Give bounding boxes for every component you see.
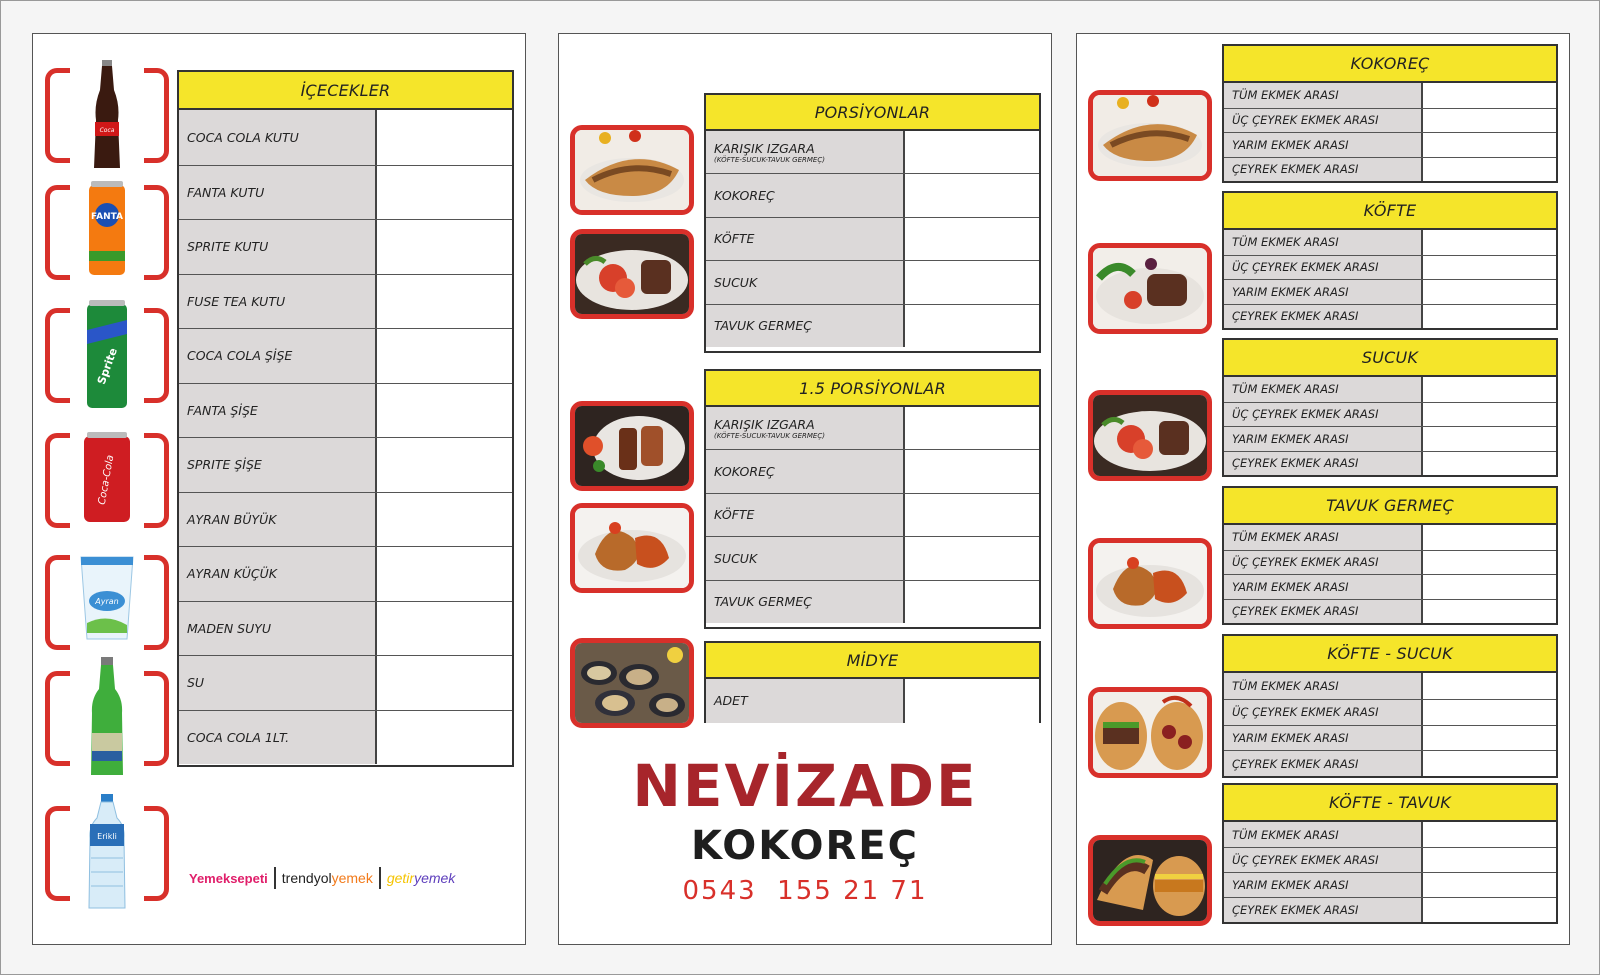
menu-row (1224, 847, 1556, 872)
svg-text:Ayran: Ayran (95, 597, 119, 606)
mixed-grill-photo (570, 401, 694, 491)
item-name: YARIM EKMEK ARASI (1232, 137, 1349, 152)
item-name: KÖFTE (714, 507, 755, 523)
menu-row (1224, 897, 1556, 922)
sandwich-rows (1224, 230, 1556, 328)
sprite-can-icon (85, 300, 129, 410)
item-name: YARIM EKMEK ARASI (1232, 431, 1349, 446)
kokorec-sandwich-photo (1088, 90, 1212, 181)
trendyol-logo-b: yemek (331, 870, 373, 886)
price-cell (905, 407, 1039, 449)
portions-table (704, 93, 1041, 353)
item-name: KOKOREÇ (714, 463, 775, 479)
item-name-cell (706, 581, 905, 624)
menu-row (1224, 157, 1556, 182)
sandwich-table (1222, 338, 1558, 477)
item-name: ÇEYREK EKMEK ARASI (1232, 309, 1359, 324)
menu-row (179, 601, 512, 656)
item-name: KOKOREÇ (714, 187, 775, 203)
item-name: AYRAN KÜÇÜK (187, 566, 277, 582)
price-cell (905, 450, 1039, 493)
menu-row (179, 165, 512, 220)
menu-row (179, 655, 512, 710)
price-cell (377, 711, 512, 765)
menu-row (1224, 83, 1556, 108)
svg-text:FANTA: FANTA (90, 212, 124, 222)
item-name: TÜM EKMEK ARASI (1232, 678, 1339, 693)
price-cell (1423, 83, 1556, 108)
portions-title: PORSİYONLAR (706, 95, 1039, 131)
price-cell (377, 656, 512, 710)
menu-row (1224, 255, 1556, 280)
menu-row (1224, 699, 1556, 725)
menu-row (1224, 451, 1556, 476)
coca-cola-bottle-icon (90, 60, 124, 170)
item-name-cell (1224, 83, 1423, 108)
price-cell (377, 547, 512, 601)
sprite-can-frame (45, 308, 169, 403)
sandwich-rows (1224, 525, 1556, 623)
item-name: KÖFTE (714, 231, 755, 247)
menu-row (1224, 402, 1556, 427)
menu-row (1224, 725, 1556, 751)
svg-text:Erikli: Erikli (97, 832, 117, 841)
item-name-cell (179, 438, 377, 492)
menu-row (1224, 426, 1556, 451)
item-name-cell (179, 275, 377, 329)
menu-row (1224, 872, 1556, 897)
sandwich-table (1222, 191, 1558, 330)
item-name: YARIM EKMEK ARASI (1232, 579, 1349, 594)
menu-row (706, 493, 1039, 537)
menu-row (179, 274, 512, 329)
menu-row (1224, 304, 1556, 329)
sandwich-table (1222, 634, 1558, 778)
price-cell (905, 581, 1039, 624)
sandwich-title: KÖFTE (1224, 193, 1556, 230)
price-cell (905, 218, 1039, 261)
sandwich-table (1222, 783, 1558, 924)
item-name-cell (1224, 377, 1423, 402)
menu-row (1224, 108, 1556, 133)
kofte-tavuk-sandwich-photo (1088, 835, 1212, 926)
menu-row (706, 173, 1039, 217)
item-name-cell (706, 450, 905, 493)
item-name-cell (179, 166, 377, 220)
item-name: ÇEYREK EKMEK ARASI (1232, 456, 1359, 471)
price-cell (377, 329, 512, 383)
item-subtitle: (KÖFTE-SUCUK-TAVUK GERMEÇ) (714, 155, 825, 164)
sandwich-rows (1224, 377, 1556, 475)
menu-row (179, 546, 512, 601)
item-name: COCA COLA 1LT. (187, 729, 290, 745)
item-name-cell (706, 131, 905, 173)
item-name: ÇEYREK EKMEK ARASI (1232, 756, 1359, 771)
item-name-cell (706, 537, 905, 580)
price-cell (905, 261, 1039, 304)
sandwich-title: SUCUK (1224, 340, 1556, 377)
item-name: ÇEYREK EKMEK ARASI (1232, 604, 1359, 619)
svg-text:Sprite: Sprite (94, 346, 121, 387)
price-cell (1423, 848, 1556, 872)
item-name-cell (1224, 403, 1423, 427)
item-name: SU (187, 675, 205, 691)
price-cell (377, 275, 512, 329)
mussels-table (704, 641, 1041, 723)
price-cell (1423, 427, 1556, 451)
item-name-cell (1224, 673, 1423, 699)
price-cell (1423, 230, 1556, 255)
mussels-photo (570, 638, 694, 728)
item-name-cell (179, 493, 377, 547)
menu-row (706, 260, 1039, 304)
menu-row (1224, 230, 1556, 255)
portions-rows (706, 131, 1039, 347)
item-name: COCA COLA KUTU (187, 129, 299, 145)
price-cell (1423, 575, 1556, 599)
item-name-cell (706, 261, 905, 304)
sandwich-table (1222, 486, 1558, 625)
drinks-title: İÇECEKLER (179, 72, 512, 110)
chicken-plate-photo (1088, 538, 1212, 629)
price-cell (1423, 452, 1556, 476)
water-bottle-frame (45, 806, 169, 901)
item-name-cell (179, 711, 377, 765)
price-cell (1423, 898, 1556, 922)
price-cell (905, 679, 1039, 723)
price-cell (905, 537, 1039, 580)
price-cell (1423, 305, 1556, 329)
item-name: KARIŞIK IZGARA (714, 140, 815, 156)
ayran-cup-frame (45, 555, 169, 650)
price-cell (377, 602, 512, 656)
price-cell (1423, 726, 1556, 751)
price-cell (377, 110, 512, 165)
price-cell (1423, 551, 1556, 575)
kofte-plate-photo (1088, 243, 1212, 334)
item-name-cell (706, 679, 905, 723)
delivery-logos (189, 866, 519, 890)
item-name: ÜÇ ÇEYREK EKMEK ARASI (1232, 407, 1379, 422)
item-name-cell (179, 329, 377, 383)
item-name-cell (1224, 158, 1423, 182)
item-name: YARIM EKMEK ARASI (1232, 878, 1349, 892)
item-name-cell (1224, 848, 1423, 872)
item-name: MADEN SUYU (187, 620, 272, 636)
item-name: SPRITE KUTU (187, 239, 269, 255)
price-cell (905, 131, 1039, 173)
item-name-cell (1224, 427, 1423, 451)
item-name: ÇEYREK EKMEK ARASI (1232, 162, 1359, 177)
item-name-cell (1224, 133, 1423, 157)
item-name: ÜÇ ÇEYREK EKMEK ARASI (1232, 113, 1379, 128)
logo-divider (274, 867, 276, 889)
portions15-rows (706, 407, 1039, 623)
item-name-cell (1224, 575, 1423, 599)
grill-plate-photo (570, 229, 694, 319)
item-name-cell (706, 174, 905, 217)
menu-row (179, 219, 512, 274)
menu-row (1224, 673, 1556, 699)
item-name-cell (1224, 230, 1423, 255)
getir-logo-a: getir (386, 870, 415, 886)
menu-row (179, 328, 512, 383)
portions15-title: 1.5 PORSİYONLAR (706, 371, 1039, 407)
fanta-can-icon (87, 181, 127, 279)
menu-row (706, 679, 1039, 723)
item-subtitle: (KÖFTE-SUCUK-TAVUK GERMEÇ) (714, 431, 825, 440)
sandwich-title: KÖFTE - SUCUK (1224, 636, 1556, 673)
mineral-water-bottle-frame (45, 671, 169, 766)
item-name-cell (706, 305, 905, 348)
item-name: FANTA ŞİŞE (187, 402, 258, 418)
item-name-cell (706, 218, 905, 261)
phone-number: 0543 155 21 71 (682, 876, 928, 906)
item-name-cell (1224, 525, 1423, 550)
item-name-cell (706, 494, 905, 537)
sandwich-rows (1224, 83, 1556, 181)
sandwich-table (1222, 44, 1558, 183)
coca-cola-can-frame (45, 433, 169, 528)
drinks-table (177, 70, 514, 767)
menu-row (1224, 599, 1556, 624)
item-name: TÜM EKMEK ARASI (1232, 530, 1339, 545)
fanta-can-frame (45, 185, 169, 280)
price-cell (905, 174, 1039, 217)
item-name: TAVUK GERMEÇ (714, 318, 812, 334)
item-name-cell (1224, 305, 1423, 329)
brand-sub: KOKOREÇ (691, 823, 919, 869)
price-cell (377, 220, 512, 274)
coca-cola-bottle-frame (45, 68, 169, 163)
item-name: YARIM EKMEK ARASI (1232, 284, 1349, 299)
item-name: FANTA KUTU (187, 184, 265, 200)
price-cell (377, 166, 512, 220)
menu-row (1224, 377, 1556, 402)
trendyol-logo-a: trendyol (281, 870, 332, 886)
item-name: FUSE TEA KUTU (187, 293, 286, 309)
svg-text:Coca-Cola: Coca-Cola (96, 454, 117, 506)
menu-row (1224, 574, 1556, 599)
price-cell (1423, 600, 1556, 624)
price-cell (1423, 256, 1556, 280)
item-name: ÜÇ ÇEYREK EKMEK ARASI (1232, 555, 1379, 570)
menu-row (1224, 822, 1556, 847)
item-name-cell (179, 110, 377, 165)
kofte-sucuk-sandwich-photo (1088, 687, 1212, 778)
item-name: KARIŞIK IZGARA (714, 416, 815, 432)
item-name-cell (179, 547, 377, 601)
price-cell (1423, 377, 1556, 402)
item-name-cell (1224, 280, 1423, 304)
menu-row (706, 407, 1039, 449)
item-name-cell (1224, 700, 1423, 725)
item-name-cell (179, 656, 377, 710)
menu-row (1224, 750, 1556, 776)
price-cell (1423, 158, 1556, 182)
price-cell (1423, 673, 1556, 699)
item-name-cell (1224, 551, 1423, 575)
price-cell (1423, 525, 1556, 550)
chicken-plate-photo (570, 503, 694, 593)
item-name: TÜM EKMEK ARASI (1232, 88, 1339, 103)
item-name: TÜM EKMEK ARASI (1232, 235, 1339, 250)
sucuk-plate-photo (1088, 390, 1212, 481)
sandwich-rows (1224, 673, 1556, 776)
menu-row (1224, 550, 1556, 575)
item-name-cell (1224, 873, 1423, 897)
price-cell (377, 384, 512, 438)
item-name-cell (179, 220, 377, 274)
menu-row (1224, 279, 1556, 304)
item-name: COCA COLA ŞİŞE (187, 348, 293, 364)
water-bottle-icon (87, 794, 127, 910)
drinks-rows (179, 110, 512, 764)
menu-row (706, 304, 1039, 348)
menu-row (706, 217, 1039, 261)
menu-row (706, 580, 1039, 624)
item-name: ÇEYREK EKMEK ARASI (1232, 903, 1359, 917)
sandwich-title: KOKOREÇ (1224, 46, 1556, 83)
sandwich-title: TAVUK GERMEÇ (1224, 488, 1556, 525)
menu-row (1224, 525, 1556, 550)
menu-row (179, 710, 512, 765)
kokorec-sandwich-photo (570, 125, 694, 215)
menu-row (1224, 132, 1556, 157)
item-name-cell (179, 602, 377, 656)
price-cell (1423, 700, 1556, 725)
menu-row (179, 383, 512, 438)
price-cell (905, 305, 1039, 348)
price-cell (1423, 133, 1556, 157)
sandwich-title: KÖFTE - TAVUK (1224, 785, 1556, 822)
item-name-cell (1224, 109, 1423, 133)
sandwich-rows (1224, 822, 1556, 922)
item-name: SUCUK (714, 274, 758, 290)
getir-logo-b: yemek (414, 870, 456, 886)
menu-row (179, 437, 512, 492)
item-name-cell (1224, 452, 1423, 476)
ayran-cup-icon (79, 553, 135, 643)
menu-row (706, 449, 1039, 493)
menu-row (179, 110, 512, 165)
portions15-table (704, 369, 1041, 629)
price-cell (377, 438, 512, 492)
mineral-water-bottle-icon (89, 657, 125, 777)
item-name: SPRITE ŞİŞE (187, 457, 262, 473)
item-name: ÜÇ ÇEYREK EKMEK ARASI (1232, 853, 1379, 867)
item-name-cell (1224, 751, 1423, 776)
item-name-cell (706, 407, 905, 449)
item-name: SUCUK (714, 550, 758, 566)
item-name: TÜM EKMEK ARASI (1232, 382, 1339, 397)
price-cell (1423, 403, 1556, 427)
mussels-rows (706, 679, 1039, 723)
item-name-cell (1224, 600, 1423, 624)
item-name: ÜÇ ÇEYREK EKMEK ARASI (1232, 705, 1379, 720)
item-name: TAVUK GERMEÇ (714, 594, 812, 610)
item-name: ADET (714, 693, 748, 709)
item-name: ÜÇ ÇEYREK EKMEK ARASI (1232, 260, 1379, 275)
price-cell (1423, 822, 1556, 847)
menu-row (706, 536, 1039, 580)
price-cell (1423, 109, 1556, 133)
item-name-cell (1224, 726, 1423, 751)
brand-name: NEVİZADE (632, 752, 978, 820)
item-name-cell (1224, 256, 1423, 280)
svg-text:Coca: Coca (99, 127, 115, 134)
mussels-title: MİDYE (706, 643, 1039, 679)
item-name-cell (1224, 822, 1423, 847)
yemeksepeti-logo: Yemeksepeti (189, 870, 268, 886)
item-name-cell (1224, 898, 1423, 922)
price-cell (377, 493, 512, 547)
item-name-cell (179, 384, 377, 438)
price-cell (905, 494, 1039, 537)
price-cell (1423, 751, 1556, 776)
item-name: TÜM EKMEK ARASI (1232, 827, 1339, 842)
item-name: YARIM EKMEK ARASI (1232, 730, 1349, 745)
price-cell (1423, 280, 1556, 304)
menu-row (179, 492, 512, 547)
item-name: AYRAN BÜYÜK (187, 511, 277, 527)
logo-divider (379, 867, 381, 889)
price-cell (1423, 873, 1556, 897)
menu-row (706, 131, 1039, 173)
coca-cola-can-icon (82, 432, 132, 526)
